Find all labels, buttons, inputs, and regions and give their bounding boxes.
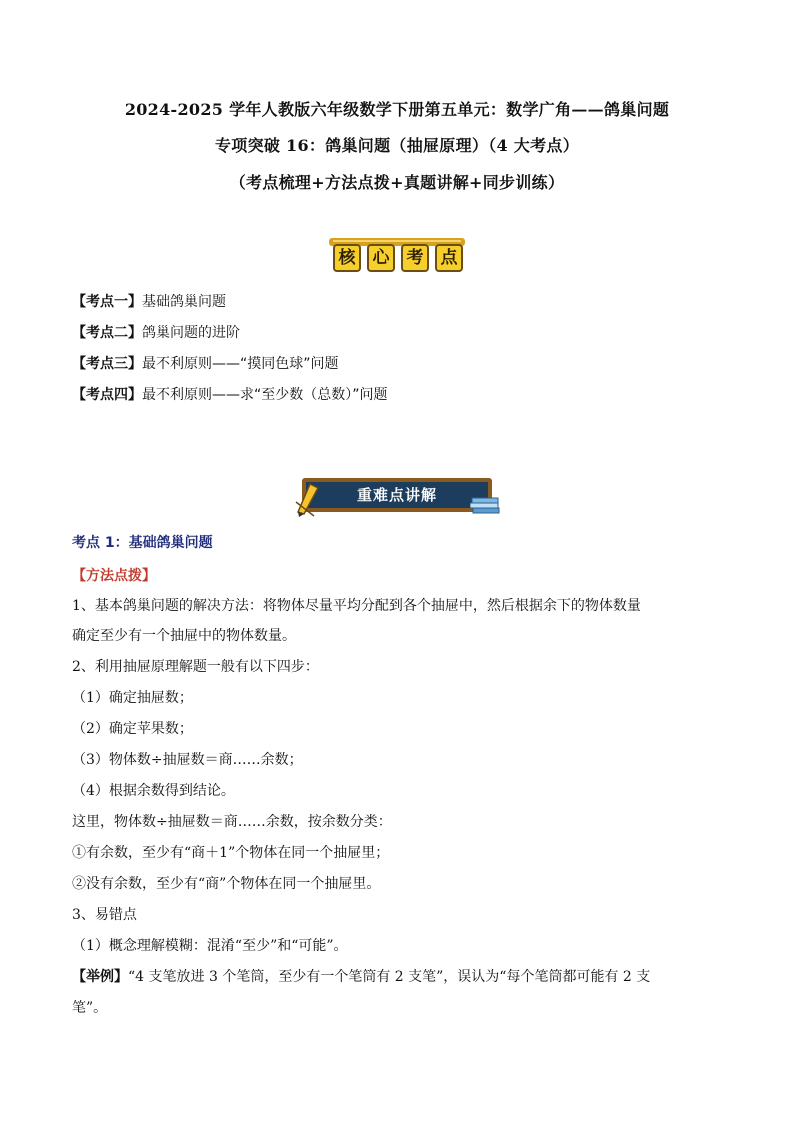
banner-tile-3: 考 <box>401 244 429 272</box>
doc-title-line-2: 专项突破 16：鸽巢问题（抽屉原理）（4 大考点） <box>214 136 580 155</box>
example-continuation: 笔”。 <box>72 1000 108 1016</box>
key-point-3 <box>72 353 339 373</box>
pencil-icon <box>294 482 320 518</box>
body-line: 确定至少有一个抽屉中的物体数量。 <box>72 628 296 644</box>
body-line: 2、利用抽屉原理解题一般有以下四步： <box>72 659 319 675</box>
key-point-2 <box>72 322 240 342</box>
key-point-tag: 【考点一】 <box>72 294 142 310</box>
books-icon <box>470 496 500 514</box>
core-points-banner <box>329 238 465 276</box>
body-line: ①有余数，至少有“商＋1”个物体在同一个抽屉里； <box>72 845 390 861</box>
key-point-tag: 【考点四】 <box>72 387 142 403</box>
section-title: 考点 1：基础鸽巢问题 <box>72 535 213 551</box>
body-line: 1、基本鸽巢问题的解决方法：将物体尽量平均分配到各个抽屉中，然后根据余下的物体数量 <box>72 598 641 614</box>
example-line <box>72 967 650 987</box>
key-point-text: 最不利原则——求“至少数（总数）”问题 <box>142 387 388 403</box>
body-line: 这里，物体数÷抽屉数＝商……余数，按余数分类： <box>72 814 392 830</box>
banner-tile-4: 点 <box>435 244 463 272</box>
body-line: ②没有余数，至少有“商”个物体在同一个抽屉里。 <box>72 876 381 892</box>
body-line: （2）确定苹果数； <box>72 721 193 737</box>
key-point-tag: 【考点三】 <box>72 356 142 372</box>
chalkboard <box>302 478 492 512</box>
key-banner-label: 重难点讲解 <box>356 486 437 504</box>
body-line: 3、易错点 <box>72 907 137 923</box>
banner-tile-1: 核 <box>333 244 361 272</box>
body-line: （1）概念理解模糊：混淆“至少”和“可能”。 <box>72 938 348 954</box>
example-text: “4 支笔放进 3 个笔筒，至少有一个笔筒有 2 支笔”，误认为“每个笔筒都可能有 2 支 <box>128 969 651 985</box>
banner-tile-2: 心 <box>367 244 395 272</box>
body-line: （3）物体数÷抽屉数＝商……余数； <box>72 752 303 768</box>
doc-title-line-3: （考点梳理+方法点拨+真题讲解+同步训练） <box>229 173 565 192</box>
body-line: （1）确定抽屉数； <box>72 690 193 706</box>
key-point-4 <box>72 384 388 404</box>
key-point-tag: 【考点二】 <box>72 325 142 341</box>
key-point-text: 最不利原则——“摸同色球”问题 <box>142 356 339 372</box>
key-point-1 <box>72 291 226 311</box>
example-tag: 【举例】 <box>72 969 128 985</box>
doc-title-line-1: 2024-2025 学年人教版六年级数学下册第五单元：数学广角——鸽巢问题 <box>124 100 670 119</box>
key-point-text: 鸽巢问题的进阶 <box>142 325 240 341</box>
key-point-text: 基础鸽巢问题 <box>142 294 226 310</box>
method-label: 【方法点拨】 <box>72 568 156 584</box>
body-line: （4）根据余数得到结论。 <box>72 783 235 799</box>
key-explanation-banner <box>294 474 504 520</box>
